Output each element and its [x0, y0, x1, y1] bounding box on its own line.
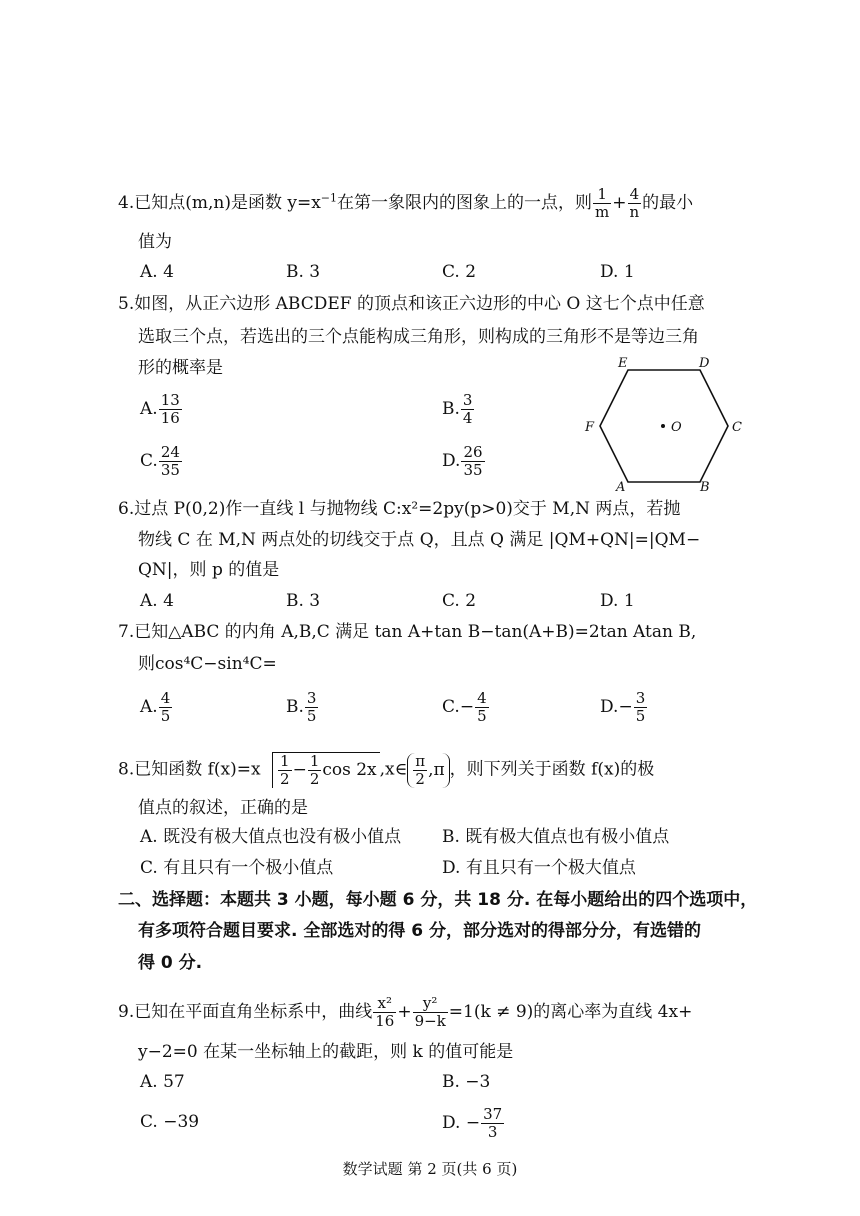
label-f: F	[585, 420, 595, 435]
q5-option-a-label: A.	[140, 399, 158, 419]
q7-c-den: 5	[477, 707, 487, 725]
q7-option-a	[140, 690, 173, 725]
q8-stem-a: 8.已知函数 f(x)=x	[118, 759, 261, 780]
q5-option-d	[442, 444, 486, 479]
q5-a-num: 13	[160, 391, 180, 409]
q9-d-label: D. −	[442, 1113, 481, 1133]
q5-option-a-frac	[159, 392, 182, 427]
q4-option-b: B. 3	[286, 262, 321, 282]
section2-line2: 有多项符合题目要求. 全部选对的得 6 分，部分选对的得部分分，有选错的	[138, 921, 702, 941]
q9-option-c: C. −39	[140, 1112, 200, 1132]
q7-line1: 7.已知△ABC 的内角 A,B,C 满足 tan A+tan B−tan(A+B)=2tan Atan B,	[118, 622, 697, 642]
q7-d-label: D.	[600, 697, 619, 717]
q9-stem-a: 9.已知在平面直角坐标系中，曲线	[118, 1002, 373, 1022]
q7-option-d	[600, 690, 648, 725]
q8-interval-frac	[413, 753, 427, 788]
q5-d-num: 26	[463, 443, 483, 461]
q5-option-c-frac	[159, 444, 182, 479]
q9-fb-den: 9−k	[414, 1012, 446, 1030]
label-a: A	[616, 480, 626, 492]
q8-int-num: π	[415, 751, 426, 770]
q4-fraction-2	[628, 186, 642, 221]
q7-option-b	[286, 690, 319, 725]
q4-option-c: C. 2	[442, 262, 477, 282]
q7-a-num: 4	[160, 689, 171, 707]
page-footer: 数学试题 第 2 页(共 6 页)	[342, 1160, 518, 1178]
label-c: C	[732, 420, 742, 435]
q9-option-b: B. −3	[442, 1072, 491, 1092]
q7-c-frac	[475, 690, 489, 725]
q7-b-den: 5	[306, 707, 317, 725]
q7-a-frac	[159, 690, 173, 725]
q8-option-b: B. 既有极大值点也有极小值点	[442, 827, 670, 847]
q8-sqrt-b: 2	[280, 770, 290, 788]
q4-stem-c: 的最小	[642, 193, 694, 213]
q8-int-end: ,π	[428, 759, 445, 780]
q5-option-d-label: D.	[442, 451, 461, 471]
q7-b-label: B.	[286, 697, 304, 717]
q5-option-d-frac	[461, 444, 484, 479]
q9-line1	[118, 995, 692, 1030]
q5-option-b-frac	[461, 392, 475, 427]
section2-line1: 二、选择题：本题共 3 小题，每小题 6 分，共 18 分. 在每小题给出的四个选项中，	[118, 890, 758, 910]
q5-option-b-label: B.	[442, 399, 460, 419]
q9-frac-x	[373, 995, 396, 1030]
q9-fa-den: 16	[375, 1012, 395, 1030]
q5-line2: 选取三个点，若选出的三个点能构成三角形，则构成的三角形不是等边三角	[138, 327, 699, 347]
q7-line2: 则cos⁴C−sin⁴C=	[138, 654, 277, 674]
q5-option-c-label: C.	[140, 451, 158, 471]
q6-option-a: A. 4	[140, 591, 174, 611]
q9-d-num: 37	[483, 1105, 503, 1123]
q4-f2-den: n	[629, 203, 640, 221]
q8-line2: 值点的叙述，正确的是	[138, 798, 308, 818]
q5-d-den: 35	[463, 461, 483, 479]
q8-interval	[407, 753, 449, 788]
q7-a-den: 5	[160, 707, 171, 725]
q6-line3: QN|，则 p 的值是	[138, 560, 280, 580]
q8-sqrt-frac-2	[308, 753, 322, 788]
q9-fa-num: x²	[373, 995, 396, 1013]
q4-option-d: D. 1	[600, 262, 635, 282]
q4-f1-den: m	[595, 203, 610, 221]
q4-stem-b: 在第一象限内的图象上的一点，则	[337, 193, 593, 213]
q8-option-a: A. 既没有极大值点也没有极小值点	[140, 827, 402, 847]
q7-d-sign: −	[618, 697, 633, 717]
label-b: B	[700, 480, 710, 492]
q5-c-num: 24	[160, 443, 180, 461]
q4-stem-line2: 值为	[138, 232, 172, 252]
q8-sqrt-a: 1	[280, 752, 290, 770]
label-o: O	[671, 420, 682, 435]
section2-line3: 得 0 分.	[138, 953, 203, 973]
center-point-o	[661, 424, 665, 428]
q7-a-label: A.	[140, 697, 158, 717]
q9-fb-num: y²	[413, 995, 448, 1013]
q9-option-a: A. 57	[140, 1072, 185, 1092]
q6-line2: 物线 C 在 M,N 两点处的切线交于点 Q，且点 Q 满足 |QM+QN|=|QM−	[138, 530, 701, 550]
q9-frac-y	[413, 995, 448, 1030]
q4-fraction-1	[593, 186, 611, 221]
q8-line1	[118, 752, 654, 788]
q8-option-d: D. 有且只有一个极大值点	[442, 858, 636, 878]
q5-option-a	[140, 392, 183, 427]
q8-stem-c: ，则下列关于函数 f(x)的极	[449, 759, 655, 780]
q8-sqrt-c: 1	[309, 752, 320, 770]
q4-f2-num: 4	[628, 186, 642, 204]
q5-line3: 形的概率是	[138, 358, 223, 378]
q7-b-frac	[305, 690, 319, 725]
q8-sqrt	[272, 752, 380, 788]
q9-plus: +	[397, 1002, 412, 1022]
q8-option-c: C. 有且只有一个极小值点	[140, 858, 334, 878]
q4-plus: +	[612, 193, 627, 213]
q7-b-num: 3	[306, 689, 317, 707]
q4-exponent: −1	[320, 191, 338, 205]
q7-c-label: C.	[442, 697, 460, 717]
q8-sqrt-frac-1	[278, 753, 292, 788]
label-d: D	[699, 356, 710, 371]
q9-stem-b: =1(k ≠ 9)的离心率为直线 4x+	[448, 1002, 693, 1022]
hexagon-figure	[580, 352, 750, 492]
q9-line2: y−2=0 在某一坐标轴上的截距，则 k 的值可能是	[138, 1042, 514, 1062]
q8-stem-b: ,x∈	[379, 759, 408, 780]
q8-sqrt-minus: −	[292, 760, 307, 780]
q8-sqrt-cos: cos 2x	[322, 760, 377, 780]
q4-stem-line1	[118, 186, 693, 221]
q5-b-den: 4	[462, 409, 473, 427]
q6-option-b: B. 3	[286, 591, 321, 611]
q5-option-c	[140, 444, 183, 479]
q6-option-c: C. 2	[442, 591, 477, 611]
label-e: E	[618, 356, 628, 371]
q6-option-d: D. 1	[600, 591, 635, 611]
q6-line1: 6.过点 P(0,2)作一直线 l 与抛物线 C:x²=2py(p>0)交于 M,N 两点，若抛	[118, 499, 681, 519]
q5-option-b	[442, 392, 475, 427]
q7-option-c	[442, 690, 490, 725]
q7-d-frac	[634, 690, 648, 725]
q7-d-num: 3	[635, 689, 646, 707]
q5-a-den: 16	[160, 409, 180, 427]
q4-option-a: A. 4	[140, 262, 174, 282]
q8-sqrt-d: 2	[309, 770, 320, 788]
q5-c-den: 35	[160, 461, 180, 479]
q9-option-d	[442, 1106, 505, 1141]
q7-c-num: 4	[477, 689, 487, 707]
q4-stem-a: 4.已知点(m,n)是函数 y=x	[118, 193, 321, 213]
q9-d-frac	[481, 1106, 504, 1141]
q7-d-den: 5	[635, 707, 646, 725]
q4-f1-num: 1	[593, 186, 611, 204]
q9-d-den: 3	[487, 1123, 498, 1141]
q5-line1: 5.如图，从正六边形 ABCDEF 的顶点和该正六边形的中心 O 这七个点中任意	[118, 294, 705, 314]
q8-int-den: 2	[415, 769, 425, 788]
q5-b-num: 3	[462, 391, 473, 409]
q7-c-sign: −	[459, 697, 475, 717]
